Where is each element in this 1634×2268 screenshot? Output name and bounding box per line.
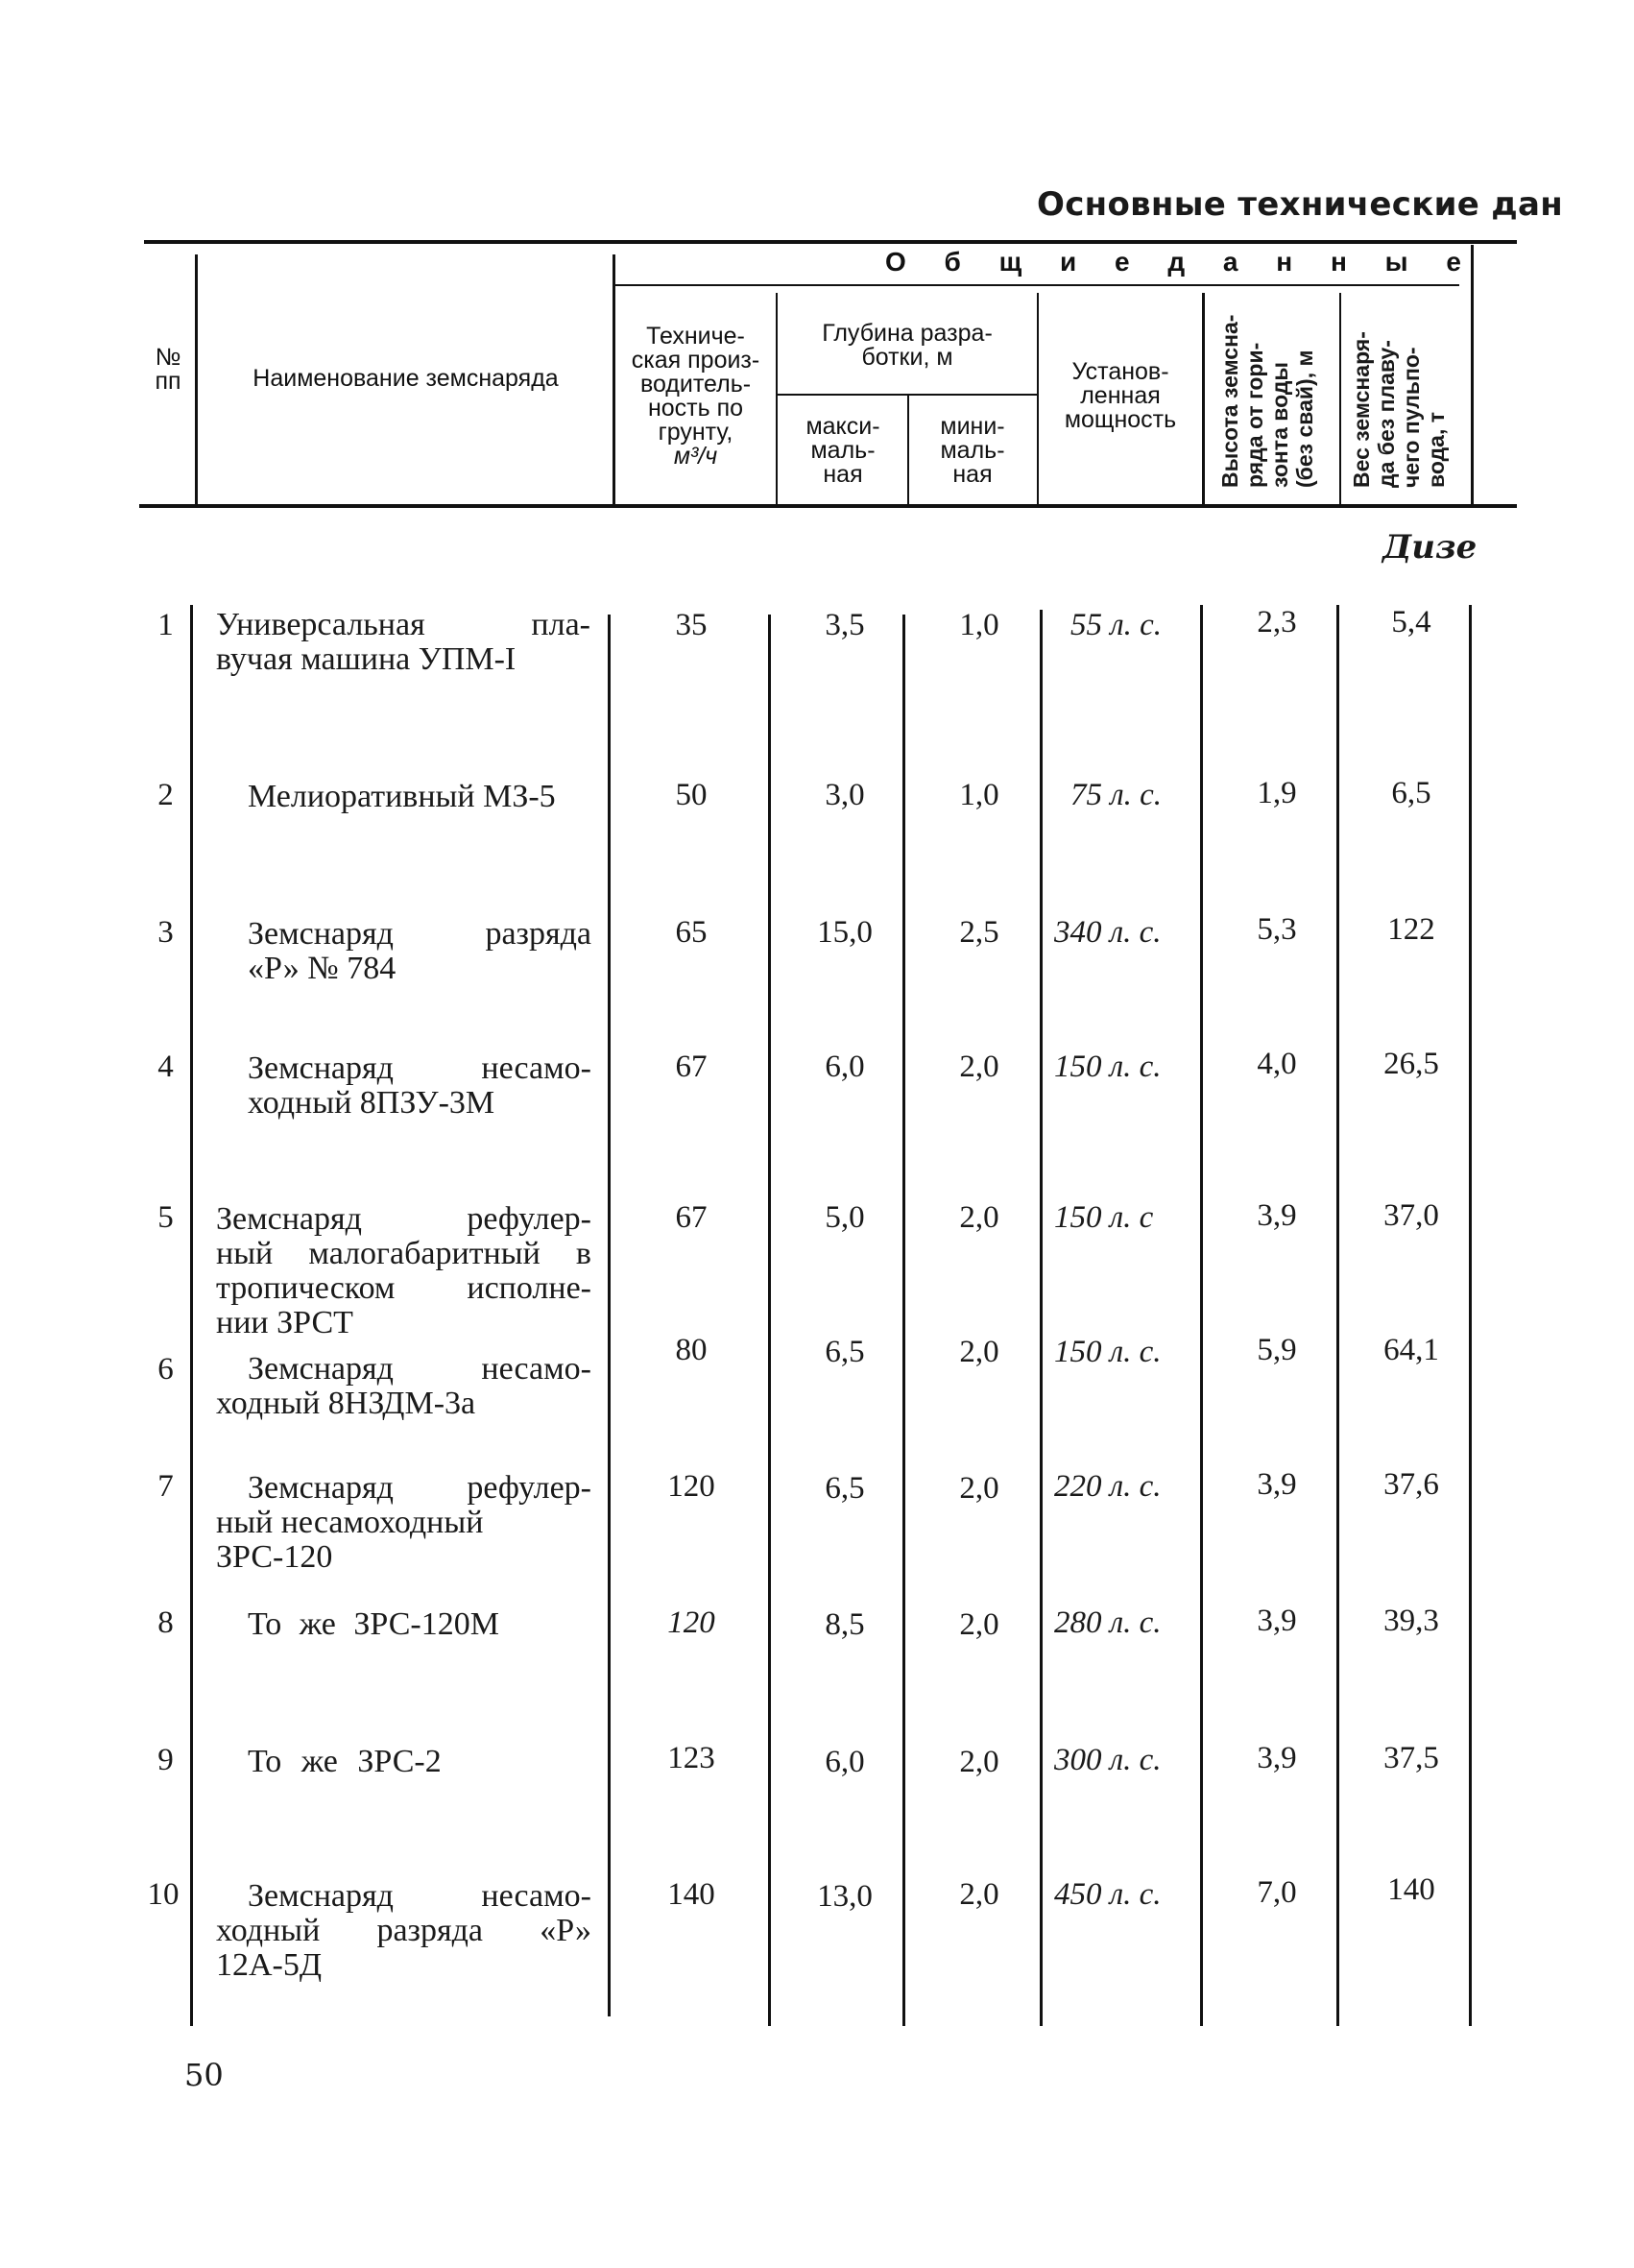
row-depth-max: 6,0 bbox=[825, 1745, 865, 1779]
row-depth-min: 1,0 bbox=[959, 778, 999, 812]
header-vline bbox=[776, 293, 778, 504]
page-number: 50 bbox=[184, 2057, 224, 2093]
row-depth-min: 2,0 bbox=[959, 1335, 999, 1369]
row-no: 7 bbox=[157, 1469, 174, 1504]
row-height: 3,9 bbox=[1257, 1198, 1297, 1233]
row-weight: 140 bbox=[1387, 1872, 1435, 1907]
row-power: 340 л. с. bbox=[1054, 915, 1162, 950]
row-no: 10 bbox=[147, 1877, 180, 1912]
header-vline bbox=[1471, 245, 1474, 504]
row-height: 4,0 bbox=[1257, 1047, 1297, 1081]
row-depth-min: 2,0 bbox=[959, 1745, 999, 1779]
row-name: Мелиоративный МЗ-5 bbox=[248, 779, 556, 814]
header-name: Наименование земснаряда bbox=[252, 365, 559, 392]
row-no: 9 bbox=[157, 1743, 174, 1777]
row-name: То же ЗРС-2 bbox=[248, 1744, 442, 1779]
row-depth-max: 13,0 bbox=[817, 1879, 873, 1914]
header-no: № пп bbox=[155, 344, 181, 395]
row-weight: 64,1 bbox=[1383, 1333, 1439, 1367]
row-power: 450 л. с. bbox=[1054, 1877, 1162, 1912]
row-depth-min: 2,0 bbox=[959, 1050, 999, 1084]
row-power: 150 л. с. bbox=[1054, 1335, 1162, 1369]
row-weight: 6,5 bbox=[1391, 776, 1431, 810]
header-vline bbox=[907, 396, 909, 504]
header-vline bbox=[1037, 293, 1039, 504]
row-productivity: 35 bbox=[675, 608, 708, 642]
row-weight: 5,4 bbox=[1391, 605, 1431, 639]
row-productivity: 67 bbox=[675, 1200, 708, 1235]
row-weight: 37,0 bbox=[1383, 1198, 1439, 1233]
row-no: 6 bbox=[157, 1352, 174, 1387]
row-height: 5,9 bbox=[1257, 1333, 1297, 1367]
row-name: Земснаряд несамо- ходный 8НЗДМ-3а bbox=[216, 1351, 591, 1421]
row-height: 1,9 bbox=[1257, 776, 1297, 810]
table-top-rule bbox=[144, 240, 1517, 244]
row-productivity: 123 bbox=[667, 1741, 715, 1775]
row-weight: 26,5 bbox=[1383, 1047, 1439, 1081]
body-vline bbox=[902, 615, 905, 2026]
header-group: О б щ и е д а н н ы е bbox=[885, 247, 1477, 277]
row-no: 2 bbox=[157, 778, 174, 812]
row-depth-max: 6,5 bbox=[825, 1335, 865, 1369]
group-rule bbox=[614, 284, 1459, 286]
header-weight: Вес земснаря- да без плаву- чего пульпо- вода, т bbox=[1349, 331, 1449, 488]
row-name: Земснаряд несамо- ходный разряда «Р» 12А-5Д bbox=[216, 1878, 591, 1983]
row-depth-min: 2,5 bbox=[959, 915, 999, 950]
row-name: Земснаряд рефулер- ный несамоходный ЗРС-120 bbox=[216, 1470, 591, 1575]
row-name: Универсальная пла- вучая машина УПМ-I bbox=[216, 607, 590, 677]
body-vline bbox=[608, 615, 611, 2016]
row-power: 280 л. с. bbox=[1054, 1605, 1162, 1640]
row-name: Земснаряд несамо- ходный 8ПЗУ-3М bbox=[248, 1050, 591, 1121]
row-depth-max: 15,0 bbox=[817, 915, 873, 950]
row-productivity: 120 bbox=[667, 1469, 715, 1504]
row-power: 150 л. с. bbox=[1054, 1050, 1162, 1084]
row-productivity: 80 bbox=[675, 1333, 708, 1367]
body-vline bbox=[1200, 605, 1203, 2026]
header-vline bbox=[195, 254, 198, 504]
row-height: 3,9 bbox=[1257, 1741, 1297, 1775]
row-power: 75 л. с. bbox=[1070, 778, 1163, 812]
row-power: 300 л. с. bbox=[1054, 1743, 1162, 1777]
body-vline bbox=[1040, 610, 1043, 2026]
row-no: 1 bbox=[157, 608, 174, 642]
row-name: Земснаряд разряда «Р» № 784 bbox=[248, 916, 591, 986]
row-no: 8 bbox=[157, 1605, 174, 1640]
page-title: Основные технические дан bbox=[1037, 185, 1564, 224]
row-weight: 37,6 bbox=[1383, 1467, 1439, 1502]
row-depth-min: 2,0 bbox=[959, 1607, 999, 1642]
header-height: Высота земсна- ряда от гори- зонта воды (без свай), м bbox=[1217, 314, 1317, 488]
row-weight: 39,3 bbox=[1383, 1604, 1439, 1638]
row-no: 5 bbox=[157, 1200, 174, 1235]
body-vline bbox=[768, 615, 771, 2026]
row-no: 3 bbox=[157, 915, 174, 950]
row-depth-max: 8,5 bbox=[825, 1607, 865, 1642]
row-height: 3,9 bbox=[1257, 1467, 1297, 1502]
row-depth-max: 3,0 bbox=[825, 778, 865, 812]
header-bottom-rule bbox=[139, 504, 1517, 508]
row-height: 2,3 bbox=[1257, 605, 1297, 639]
row-power: 220 л. с. bbox=[1054, 1469, 1162, 1504]
row-depth-max: 6,5 bbox=[825, 1471, 865, 1506]
row-depth-min: 1,0 bbox=[959, 608, 999, 642]
row-height: 5,3 bbox=[1257, 912, 1297, 947]
row-depth-max: 5,0 bbox=[825, 1200, 865, 1235]
header-vline bbox=[1202, 293, 1205, 504]
row-depth-max: 6,0 bbox=[825, 1050, 865, 1084]
row-height: 7,0 bbox=[1257, 1875, 1297, 1910]
row-depth-min: 2,0 bbox=[959, 1471, 999, 1506]
row-productivity: 65 bbox=[675, 915, 708, 950]
row-no: 4 bbox=[157, 1050, 174, 1084]
section-label: Дизе bbox=[1382, 528, 1478, 567]
header-depth-min: мини- маль- ная bbox=[940, 413, 1005, 488]
row-weight: 122 bbox=[1387, 912, 1435, 947]
row-weight: 37,5 bbox=[1383, 1741, 1439, 1775]
header-depth-max: макси- маль- ная bbox=[805, 413, 880, 488]
row-depth-min: 2,0 bbox=[959, 1200, 999, 1235]
row-name: Земснаряд рефулер- ный малогабаритный в тропическом исполне- нии ЗРСТ bbox=[216, 1201, 591, 1340]
header-depth: Глубина разра- ботки, м bbox=[822, 320, 993, 371]
row-power: 55 л. с. bbox=[1070, 608, 1163, 642]
body-vline bbox=[1469, 605, 1472, 2026]
row-productivity: 120 bbox=[667, 1605, 715, 1640]
header-power: Установ- ленная мощность bbox=[1064, 358, 1177, 433]
body-vline bbox=[1336, 605, 1339, 2026]
body-vline bbox=[190, 605, 193, 2026]
row-productivity: 50 bbox=[675, 778, 708, 812]
row-name: То же ЗРС-120М bbox=[248, 1606, 499, 1642]
row-productivity: 67 bbox=[675, 1050, 708, 1084]
row-power: 150 л. с bbox=[1054, 1200, 1154, 1235]
header-vline bbox=[1339, 293, 1341, 504]
row-productivity: 140 bbox=[667, 1877, 715, 1912]
row-depth-min: 2,0 bbox=[959, 1877, 999, 1912]
header-productivity: Техниче- ская произ- водитель- ность по грунту, м³/ч bbox=[631, 323, 760, 470]
header-vline bbox=[613, 254, 615, 504]
row-depth-max: 3,5 bbox=[825, 608, 865, 642]
row-height: 3,9 bbox=[1257, 1604, 1297, 1638]
